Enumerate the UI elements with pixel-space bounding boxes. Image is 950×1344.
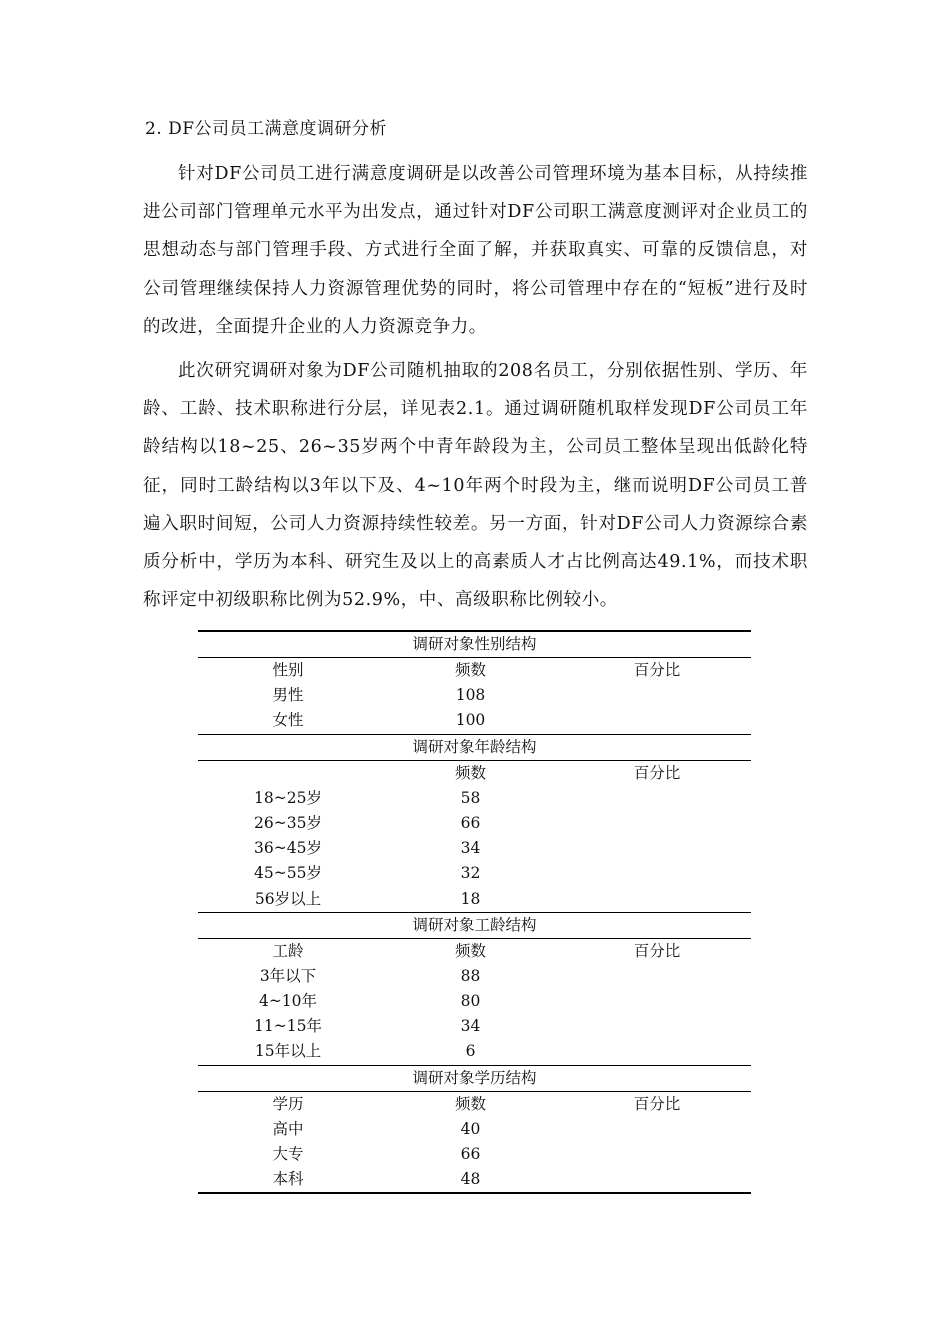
table-row — [198, 1117, 751, 1142]
frequency-cell: 18 — [460, 889, 481, 908]
table-row — [198, 1142, 751, 1167]
table-row — [198, 861, 751, 886]
table-row — [198, 786, 751, 811]
frequency-cell: 48 — [460, 1170, 481, 1189]
header-cell: 频数 — [454, 1094, 486, 1113]
frequency-cell: 6 — [465, 1042, 476, 1061]
category-cell: 11~15年 — [254, 1017, 322, 1036]
frequency-cell: 40 — [460, 1119, 481, 1138]
percent-cell — [563, 964, 751, 989]
table-row — [198, 836, 751, 861]
table-header-row — [198, 939, 751, 964]
category-cell: 26~35岁 — [254, 813, 322, 832]
percent-cell — [563, 1167, 751, 1192]
table-row — [198, 708, 751, 733]
table-row — [198, 1014, 751, 1039]
table-row — [198, 964, 751, 989]
table-row — [198, 887, 751, 912]
table-header-row — [198, 1092, 751, 1117]
frequency-cell: 58 — [460, 788, 481, 807]
frequency-cell: 34 — [460, 1017, 481, 1036]
table-row — [198, 683, 751, 708]
category-cell: 4~10年 — [258, 992, 318, 1011]
frequency-cell: 88 — [460, 966, 481, 985]
tenure-section — [198, 912, 751, 1065]
survey-structure-table — [198, 630, 751, 1194]
percent-cell — [563, 786, 751, 811]
header-cell: 百分比 — [633, 941, 681, 960]
age-section — [198, 734, 751, 912]
table-row — [198, 811, 751, 836]
percent-cell — [563, 861, 751, 886]
category-cell: 高中 — [272, 1119, 304, 1138]
category-cell: 3年以下 — [259, 966, 317, 985]
header-cell: 百分比 — [633, 1094, 681, 1113]
category-cell: 男性 — [272, 686, 304, 705]
frequency-cell: 80 — [460, 992, 481, 1011]
category-cell: 18~25岁 — [254, 788, 322, 807]
header-cell: 百分比 — [633, 763, 681, 782]
header-cell: 频数 — [454, 763, 486, 782]
percent-cell — [563, 989, 751, 1014]
header-cell: 学历 — [272, 1094, 304, 1113]
percent-cell — [563, 1039, 751, 1064]
table-header-row — [198, 658, 751, 683]
category-cell: 36~45岁 — [254, 839, 322, 858]
gender-section — [198, 632, 751, 734]
percent-cell — [563, 708, 751, 733]
category-cell: 女性 — [272, 711, 304, 730]
category-cell: 45~55岁 — [254, 864, 322, 883]
table-row — [198, 1167, 751, 1192]
section-heading: 2. DF公司员工满意度调研分析 — [145, 119, 388, 139]
frequency-cell: 32 — [460, 864, 481, 883]
frequency-cell: 66 — [460, 1145, 481, 1163]
frequency-cell: 108 — [455, 686, 486, 705]
frequency-cell: 100 — [455, 711, 486, 730]
table-row — [198, 989, 751, 1014]
paragraph-2: 此次研究调研对象为DF公司随机抽取的208名员工，分别依据性别、学历、年龄、工龄、技术职称进行分层，详见表2.1。通过调研随机取样发现DF公司员工年龄结构以18~25、26~35岁两个中青年龄段为主，公司员工整体呈现出低龄化特征，同时工龄结构以3年以下及、4~10年两个时段为主，继而说明DF公司员工普遍入职时间短，公司人力资源持续性较差。另一方面，针对DF公司人力资源综合素质分析中，学历为本科、研究生及以上的高素质人才占比例高达49.1%，而技术职称评定中初级职称比例为52.9%，中、高级职称比例较小。 — [143, 361, 808, 611]
header-cell: 频数 — [454, 941, 486, 960]
category-cell: 15年以上 — [254, 1042, 322, 1061]
paragraph-1: 针对DF公司员工进行满意度调研是以改善公司管理环境为基本目标，从持续推进公司部门管理单元水平为出发点，通过针对DF公司职工满意度测评对企业员工的思想动态与部门管理手段、方式进行全面了解，并获取真实、可靠的反馈信息，对公司管理继续保持人力资源管理优势的同时，将公司管理中存在的“短板”进行及时的改进，全面提升企业的人力资源竞争力。 — [143, 164, 808, 337]
section-title: 调研对象年龄结构 — [198, 734, 751, 761]
table-row — [198, 1039, 751, 1064]
percent-cell — [563, 1014, 751, 1039]
percent-cell — [563, 887, 751, 912]
section-title: 调研对象工龄结构 — [198, 912, 751, 939]
percent-cell — [563, 683, 751, 708]
category-cell: 大专 — [272, 1145, 304, 1163]
percent-cell — [563, 811, 751, 836]
section-title: 调研对象学历结构 — [198, 1065, 751, 1092]
category-cell: 本科 — [272, 1170, 304, 1189]
table-header-row — [198, 761, 751, 786]
frequency-cell: 34 — [460, 839, 481, 858]
frequency-cell: 66 — [460, 813, 481, 832]
header-cell: 性别 — [272, 661, 304, 679]
category-cell: 56岁以上 — [254, 889, 322, 908]
header-cell: 百分比 — [633, 661, 681, 679]
education-section — [198, 1065, 751, 1193]
header-cell: 频数 — [454, 661, 486, 679]
header-cell: 工龄 — [272, 941, 304, 960]
section-title: 调研对象性别结构 — [198, 632, 751, 658]
percent-cell — [563, 1117, 751, 1142]
percent-cell — [563, 836, 751, 861]
header-cell — [198, 761, 378, 786]
percent-cell — [563, 1142, 751, 1167]
